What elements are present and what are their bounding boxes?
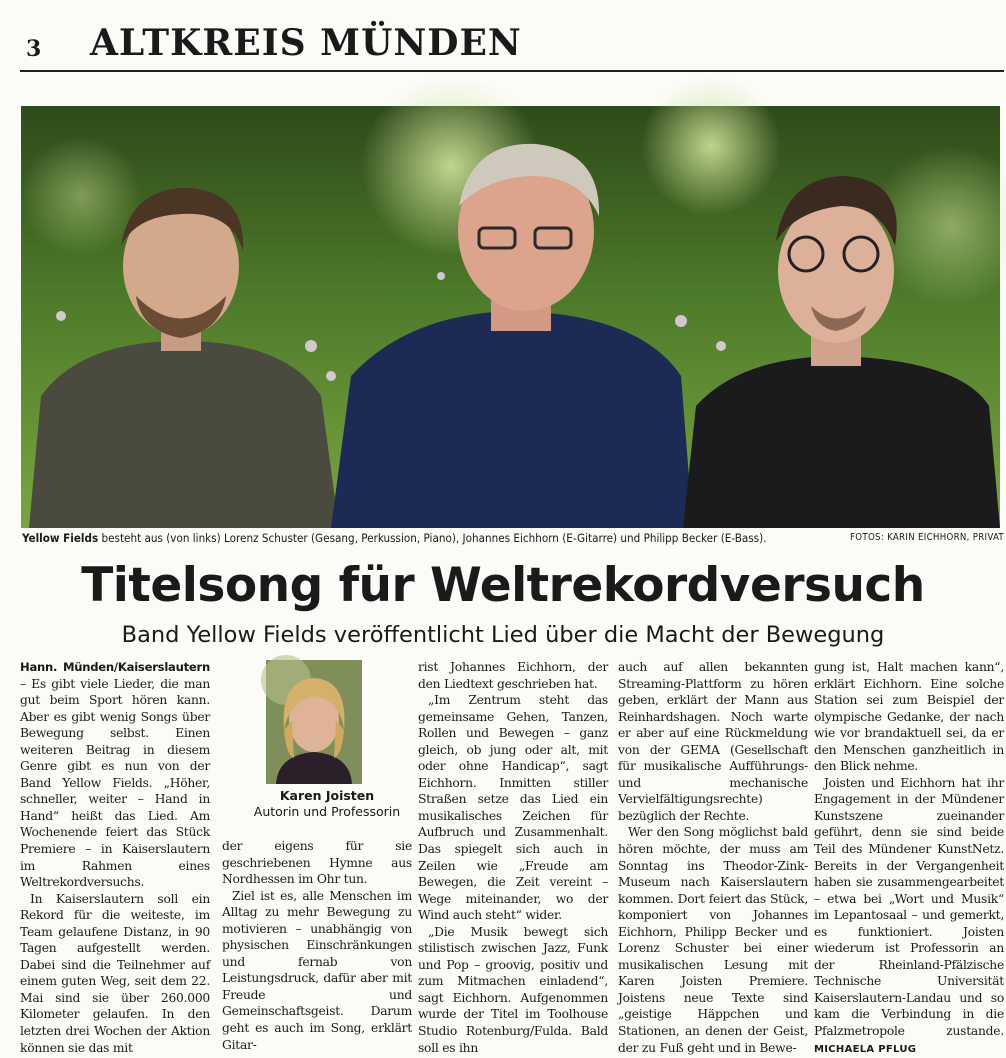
article-column-4 (618, 659, 808, 1055)
caption-band-name: Yellow Fields (22, 531, 99, 545)
portrait-photo (266, 660, 362, 784)
paragraph: „Im Zentrum steht das gemeinsame Gehen, Tanzen, Rollen und Bewegen – ganz gleich, ob jung oder alt, mit oder ohne Handicap“, sagt Eichhorn. Inmitten stiller Straßen setze das Lied ein musikalisches Zeichen für Aufbruch und Zusammenhalt. Das spiegelt sich auch in Zeilen wie „Freude am Bewegen, die Zeit vereint – Wege miteinander, wo der Wind auch steht“ wider. (418, 693, 608, 923)
paragraph: rist Johannes Eichhorn, der den Liedtext geschrieben hat. (418, 660, 608, 691)
article-column-5 (814, 659, 1004, 1055)
page-number: 3 (26, 36, 42, 62)
headline: Titelsong für Weltrekordversuch (81, 558, 925, 613)
photo-credit: FOTOS: KARIN EICHHORN, PRIVAT (850, 532, 1004, 543)
portrait-role: Autorin und Professorin (253, 804, 401, 819)
article-column-3 (418, 659, 608, 1055)
subheadline: Band Yellow Fields veröffentlicht Lied über die Macht der Bewegung (121, 622, 885, 648)
page-header (20, 18, 1004, 72)
paragraph: gung ist, Halt machen kann“, erklärt Eichhorn. Eine solche Station sei zum Beispiel der olympische Gedanke, der nach wie vor brandaktuell sei, da er den Menschen ganzheitlich in den Blick nehme. (814, 660, 1004, 774)
paragraph: der eigens für sie geschriebenen Hymne aus Nordhessen im Ohr tun. (222, 839, 412, 887)
paragraph: „Die Musik bewegt sich stilistisch zwischen Jazz, Funk und Pop – groovig, positiv und zum Mitmachen einladend“, sagt Eichhorn. Aufgenommen wurde der Titel im Toolhouse Studio Rotenburg/Fulda. Bald soll es ihn (418, 924, 608, 1055)
author-byline: MICHAELA PFLUG (814, 1043, 917, 1055)
paragraph: auch auf allen bekannten Streaming-Plattform zu hören geben, erklärt der Mann aus Reinhardshagen. Noch warte er aber auf eine Rückmeldung von der GEMA (Gesellschaft für musikalische Aufführungs- und mechanische Vervielfältigungsrechte) bezüglich der Rechte. (618, 660, 808, 823)
paragraph: Wer den Song möglichst bald hören möchte, der muss am Sonntag ins Theodor-Zink-Museum nach Kaiserslautern kommen. Dort feiert das Stück, komponiert von Johannes Eichhorn, Philipp Becker und Lorenz Schuster bei einer musikalischen Lesung mit Karen Joisten Premiere. Joistens neue Texte sind „geistige Häppchen und Stationen, an denen der Geist, der zu Fuß geht und in Bewe- (618, 825, 808, 1055)
article-column-1 (20, 659, 210, 1055)
dateline: Hann. Münden/Kaiserslautern (20, 660, 210, 674)
caption-text: besteht aus (von links) Lorenz Schuster (Gesang, Perkussion, Piano), Johannes Eichhorn (E-Gitarre) und Philipp Becker (E-Bass). (98, 531, 767, 545)
portrait-name: Karen Joisten (279, 788, 375, 803)
article-column-2 (222, 838, 412, 1052)
photo-caption (22, 531, 1004, 549)
paragraph: Joisten und Eichhorn hat ihr Engagement in der Mündener Kunstszene zueinander geführt, denn sie sind beide Teil des Mündener KunstNetz. Bereits in der Vergangenheit haben sie zusammengearbeitet – etwa bei „Wort und Musik“ im Lepantosaal – und gemerkt, es funktioniert. Joisten wiederum ist Professorin an der Rheinland-Pfälzische Technische Universität Kaiserslautern-Landau und so kam die Verbindung in die Pfalzmetropole zustande. MICHAELA PFLUG (814, 775, 1004, 1055)
paragraph: In Kaiserslautern soll ein Rekord für die weiteste, im Team gelaufene Distanz, in 90 Tagen aufgestellt werden. Dabei sind die Teilnehmer auf einem guten Weg, seit dem 22. Mai sind sie über 260.000 Kilometer gelaufen. In den letzten drei Wochen der Aktion können sie das mit (20, 891, 210, 1055)
paragraph: Hann. Münden/Kaiserslautern – Es gibt viele Lieder, die man gut beim Sport hören kann. Aber es gibt wenig Songs über Bewegung selbst. Einen weiteren Beitrag in diesem Genre gibt es nun von der Band Yellow Fields. „Höher, schneller, weiter – Hand in Hand“ heißt das Lied. Am Wochenende feiert das Stück Premiere – in Kaiserslautern im Rahmen eines Weltrekordversuchs. (20, 660, 210, 890)
section-title: ALTKREIS MÜNDEN (90, 22, 522, 64)
band-photo (21, 106, 1000, 528)
paragraph: Ziel ist es, alle Menschen im Alltag zu mehr Bewegung zu motivieren – unabhängig von physischen Einschränkungen und fernab von Leistungsdruck, dafür aber mit Freude und Gemeinschaftsgeist. Darum geht es auch im Song, erklärt Gitar- (222, 888, 412, 1052)
